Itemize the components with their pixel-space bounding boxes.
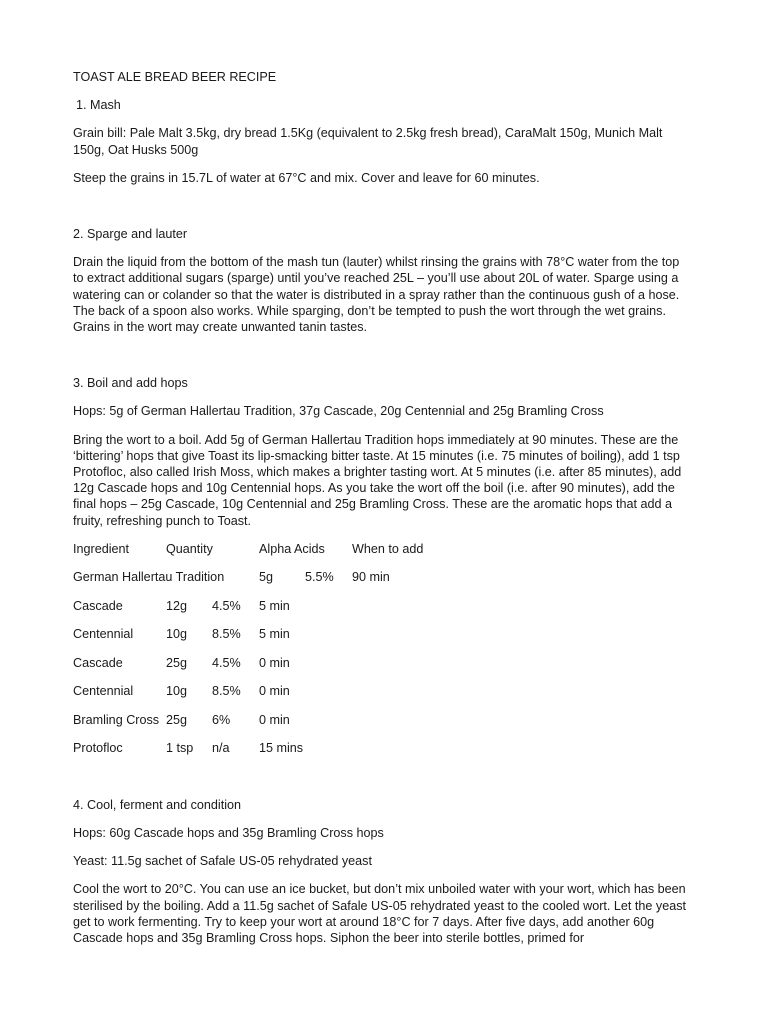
table-cell-quantity: 12g bbox=[166, 598, 188, 613]
table-cell-ingredient: Protofloc bbox=[73, 741, 123, 756]
sparge-text: Drain the liquid from the bottom of the mash tun (lauter) whilst rinsing the grains with 78°C water from the top to extract additional sugars (sparge) until you’ve reached 25L – you’ll use about 20L of water. Sparge using a watering can or colander so that the water is distributed in a spray rather than the continuous gush of a hose. The back of a spoon also works. While sparging, don’t be tempted to push the wort through the wet grains. Grains in the wort may create unwanted tanin tastes. bbox=[73, 255, 680, 335]
section-heading-mash: 1. Mash bbox=[76, 98, 121, 113]
recipe-content bbox=[73, 69, 693, 958]
table-cell-when-to-add: 5 min bbox=[259, 627, 290, 642]
table-row bbox=[73, 740, 693, 756]
table-row bbox=[73, 712, 693, 728]
table-cell-quantity: 10g bbox=[166, 627, 188, 642]
boil-hops-text: Hops: 5g of German Hallertau Tradition, 37g Cascade, 20g Centennial and 25g Bramling Cross bbox=[73, 404, 604, 419]
table-cell-quantity: 1 tsp bbox=[166, 741, 194, 756]
steep-text: Steep the grains in 15.7L of water at 67°C and mix. Cover and leave for 60 minutes. bbox=[73, 170, 540, 185]
table-row bbox=[73, 683, 693, 699]
table-cell-quantity: 25g bbox=[166, 712, 188, 727]
document-title: TOAST ALE BREAD BEER RECIPE bbox=[73, 70, 277, 84]
table-cell-alpha-acids: 8.5% bbox=[212, 627, 241, 642]
table-cell-quantity: 5g bbox=[259, 570, 274, 585]
table-cell-ingredient: Cascade bbox=[73, 655, 123, 670]
table-header-row bbox=[73, 541, 693, 557]
hop-table bbox=[73, 541, 693, 757]
section-heading-sparge: 2. Sparge and lauter bbox=[73, 227, 188, 242]
boil-text: Bring the wort to a boil. Add 5g of German Hallertau Tradition hops immediately at 90 minutes. These are the ‘bittering’ hops that give Toast its lip-smacking bitter taste. At 15 minutes (i.e. 75 minutes of boiling), add 1 tsp Protofloc, also called Irish Moss, which makes a brighter tasting wort. At 5 minutes (i.e. after 85 minutes), add 12g Cascade hops and 10g Centennial hops. As you take the wort off the boil (i.e. after 90 minutes), add the final hops – 25g Cascade, 10g Centennial and 25g Bramling Cross. These are the aromatic hops that add a fruity, refreshing punch to Toast. bbox=[73, 432, 682, 528]
table-cell-when-to-add: 90 min bbox=[352, 570, 390, 585]
table-header-ingredient: Ingredient bbox=[73, 541, 130, 556]
grain-bill-text: Grain bill: Pale Malt 3.5kg, dry bread 1.5Kg (equivalent to 2.5kg fresh bread), CaraMalt 150g, Munich Malt 150g, Oat Husks 500g bbox=[73, 126, 663, 157]
table-cell-quantity: 25g bbox=[166, 655, 188, 670]
section-heading-boil: 3. Boil and add hops bbox=[73, 376, 188, 391]
table-cell-alpha-acids: 5.5% bbox=[305, 570, 334, 585]
table-header-quantity: Quantity bbox=[166, 541, 213, 556]
table-cell-alpha-acids: 4.5% bbox=[212, 598, 241, 613]
table-cell-ingredient: Centennial bbox=[73, 684, 134, 699]
table-cell-when-to-add: 0 min bbox=[259, 655, 290, 670]
table-header-when-to-add: When to add bbox=[352, 541, 424, 556]
table-cell-alpha-acids: n/a bbox=[212, 741, 230, 756]
table-cell-ingredient: German Hallertau Tradition bbox=[73, 570, 225, 585]
table-cell-quantity: 10g bbox=[166, 684, 188, 699]
table-row bbox=[73, 569, 693, 585]
table-cell-when-to-add: 15 mins bbox=[259, 741, 304, 756]
table-row bbox=[73, 655, 693, 671]
table-cell-ingredient: Centennial bbox=[73, 627, 134, 642]
table-cell-ingredient: Bramling Cross bbox=[73, 712, 160, 727]
table-cell-when-to-add: 0 min bbox=[259, 712, 290, 727]
section-heading-ferment: 4. Cool, ferment and condition bbox=[73, 797, 242, 812]
ferment-yeast-text: Yeast: 11.5g sachet of Safale US-05 rehydrated yeast bbox=[73, 854, 372, 869]
spacer bbox=[73, 769, 693, 797]
spacer bbox=[73, 198, 693, 226]
table-cell-alpha-acids: 4.5% bbox=[212, 655, 241, 670]
spacer bbox=[73, 347, 693, 375]
table-row bbox=[73, 598, 693, 614]
ferment-text: Cool the wort to 20°C. You can use an ice bucket, but don’t mix unboiled water with your wort, which has been sterilised by the boiling. Add a 11.5g sachet of Safale US-05 rehydrated yeast to the cooled wort. Let the yeast get to work fermenting. Try to keep your wort at around 18°C for 7 days. After five days, add another 60g Cascade hops and 35g Bramling Cross hops. Siphon the beer into sterile bottles, primed for bbox=[73, 882, 687, 946]
table-cell-alpha-acids: 8.5% bbox=[212, 684, 241, 699]
table-cell-when-to-add: 0 min bbox=[259, 684, 290, 699]
table-cell-ingredient: Cascade bbox=[73, 598, 123, 613]
table-row bbox=[73, 626, 693, 642]
table-header-alpha-acids: Alpha Acids bbox=[259, 541, 325, 556]
table-cell-when-to-add: 5 min bbox=[259, 598, 290, 613]
table-cell-alpha-acids: 6% bbox=[212, 712, 231, 727]
ferment-hops-text: Hops: 60g Cascade hops and 35g Bramling Cross hops bbox=[73, 826, 384, 841]
